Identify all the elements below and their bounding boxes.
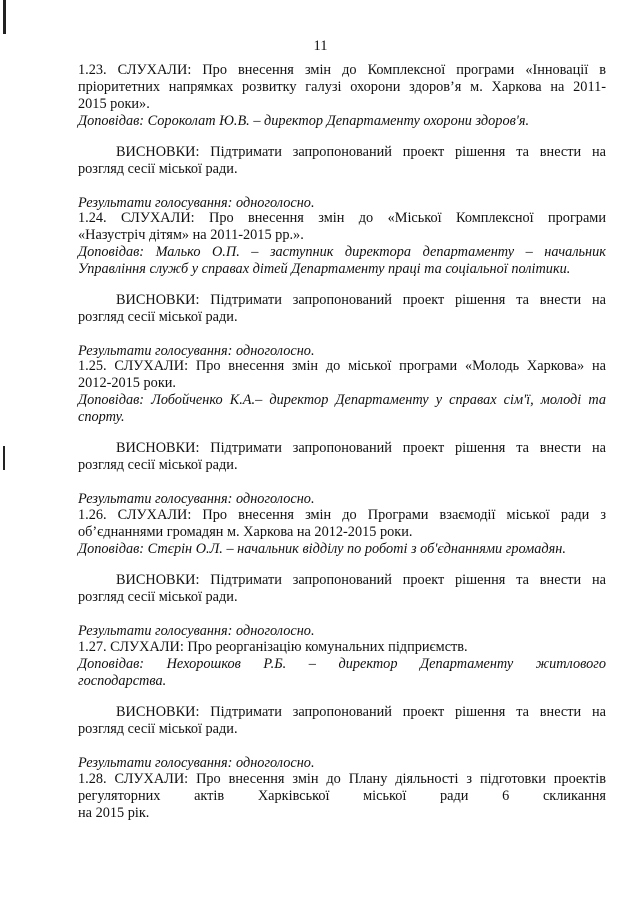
agenda-item-1-28 [78, 771, 606, 822]
heard-paragraph: 1.23. СЛУХАЛИ: Про внесення змін до Комплексної програми «Інновації в пріоритетних напрямках розвитку галузі охорони здоров’я м. Харкова на 2011- 2015 роки». [78, 62, 606, 112]
vote-result: Результати голосування: одноголосно. [78, 195, 315, 211]
heard-paragraph: 1.28. СЛУХАЛИ: Про внесення змін до Плану діяльності з підготовки проектів регуляторних актів Харківської міської ради 6 скликання на 2015 рік. [78, 771, 606, 821]
speaker-line: Доповідав: Малько О.П. – заступник директора департаменту – начальник Управління служб у справах дітей Департаменту праці та соціальної політики. [78, 244, 606, 277]
speaker-line: Доповідав: Нехорошков Р.Б. – директор Департаменту житлового господарства. [78, 656, 606, 689]
agenda-item-1-27 [78, 639, 606, 772]
vote-result: Результати голосування: одноголосно. [78, 755, 315, 771]
heard-paragraph: 1.25. СЛУХАЛИ: Про внесення змін до міської програми «Молодь Харкова» на 2012-2015 роки. [78, 358, 606, 391]
agenda-item-1-25 [78, 358, 606, 508]
agenda-item-1-23 [78, 62, 606, 212]
conclusion-paragraph: ВИСНОВКИ: Підтримати запропонований проект рішення та внести на розгляд сесії міської ради. [78, 704, 606, 737]
conclusion-paragraph: ВИСНОВКИ: Підтримати запропонований проект рішення та внести на розгляд сесії міської ради. [78, 144, 606, 177]
agenda-item-1-26 [78, 507, 606, 640]
speaker-line: Доповідав: Стєрін О.Л. – начальник відділу по роботі з об'єднаннями громадян. [78, 541, 566, 557]
conclusion-paragraph: ВИСНОВКИ: Підтримати запропонований проект рішення та внести на розгляд сесії міської ради. [78, 572, 606, 605]
vote-result: Результати голосування: одноголосно. [78, 491, 315, 507]
conclusion-paragraph: ВИСНОВКИ: Підтримати запропонований проект рішення та внести на розгляд сесії міської ради. [78, 440, 606, 473]
scan-edge-mark [3, 0, 6, 34]
vote-result: Результати голосування: одноголосно. [78, 343, 315, 359]
agenda-item-1-24 [78, 210, 606, 360]
speaker-line: Доповідав: Лобойченко К.А.– директор Департаменту у справах сім'ї, молоді та спорту. [78, 392, 606, 425]
page-number: 11 [313, 38, 328, 54]
heard-paragraph: 1.27. СЛУХАЛИ: Про реорганізацію комунальних підприємств. [78, 639, 468, 655]
heard-paragraph: 1.24. СЛУХАЛИ: Про внесення змін до «Міської Комплексної програми «Назустріч дітям» на 2011-2015 рр.». [78, 210, 606, 243]
conclusion-paragraph: ВИСНОВКИ: Підтримати запропонований проект рішення та внести на розгляд сесії міської ради. [78, 292, 606, 325]
vote-result: Результати голосування: одноголосно. [78, 623, 315, 639]
spread-line: регуляторних актів Харківської міської ради 6 скликання [78, 788, 606, 804]
heard-paragraph: 1.26. СЛУХАЛИ: Про внесення змін до Програми взаємодії міської ради з об’єднаннями громадян м. Харкова на 2012-2015 роки. [78, 507, 606, 540]
scan-edge-mark [3, 446, 5, 470]
speaker-line: Доповідав: Сороколат Ю.В. – директор Департаменту охорони здоров'я. [78, 113, 530, 129]
